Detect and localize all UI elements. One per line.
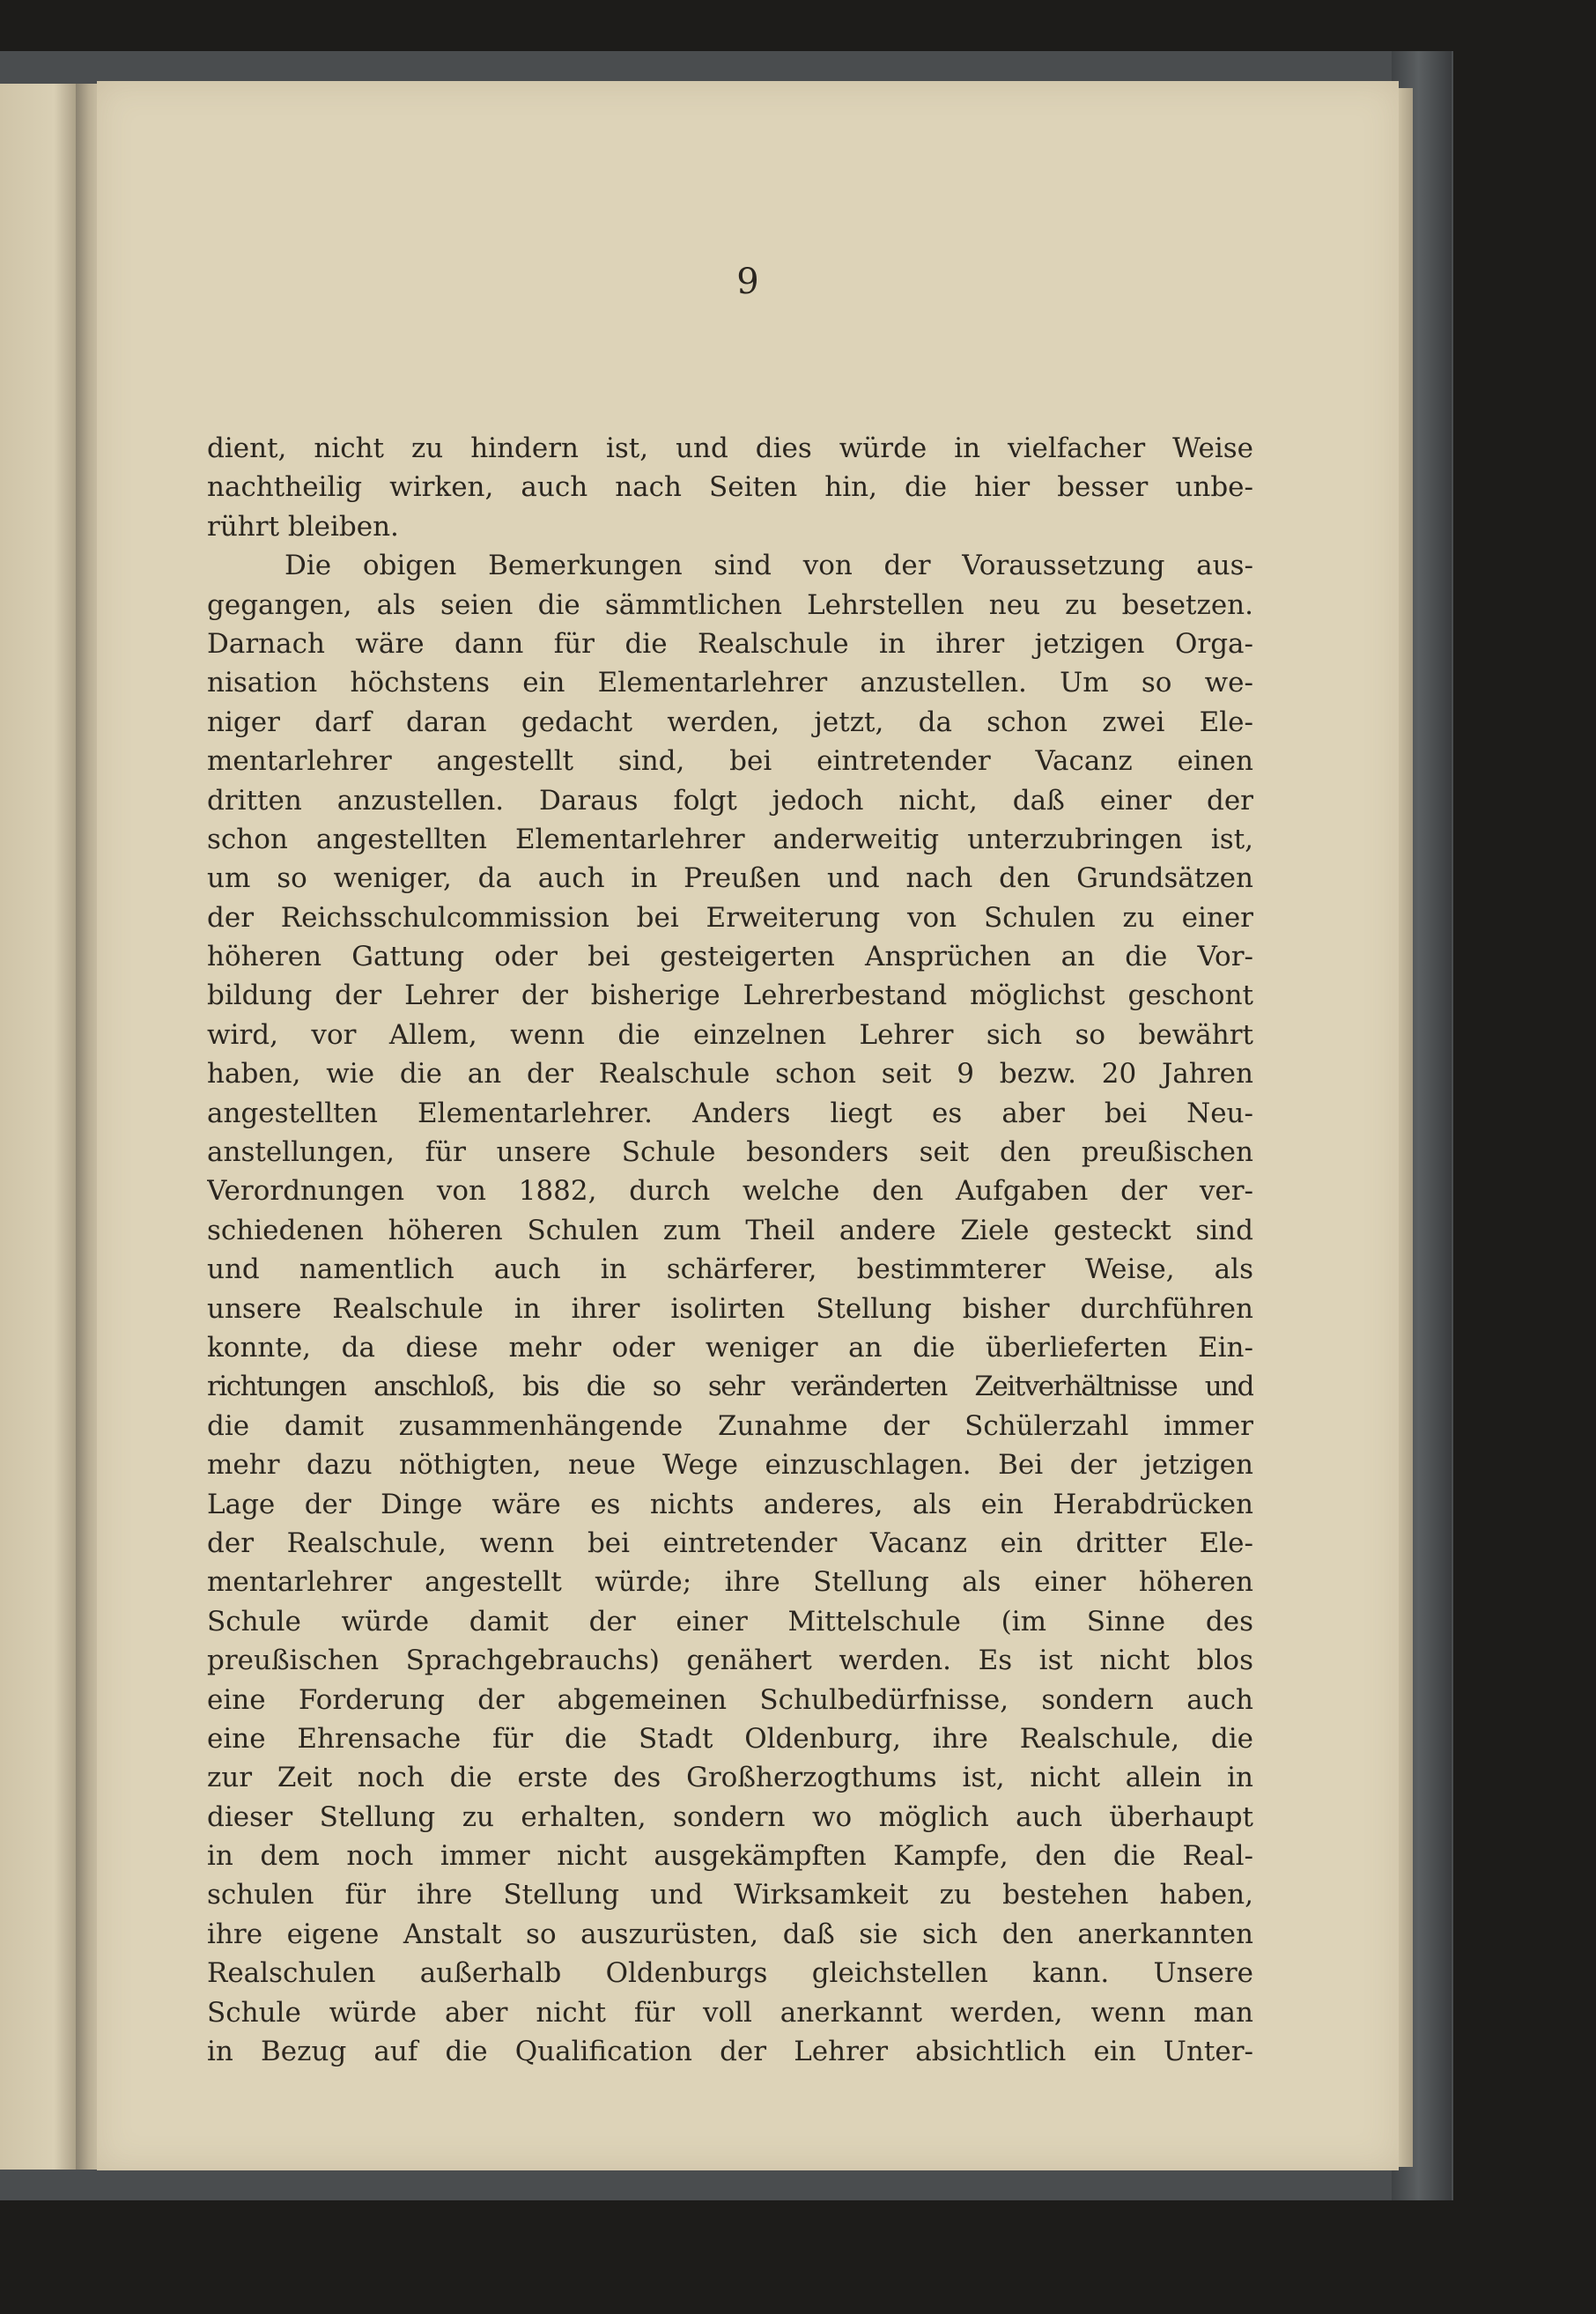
text-line: unsere Realschule in ihrer isolirten Stellung bisher durchführen	[207, 1292, 1253, 1325]
page-body-text	[207, 429, 1253, 2071]
text-line: und namentlich auch in schärferer, bestimmterer Weise, als	[207, 1253, 1253, 1286]
book-page	[97, 81, 1399, 2170]
text-line: haben, wie die an der Realschule schon seit 9 bezw. 20 Jahren	[207, 1058, 1253, 1090]
text-line: angestellten Elementarlehrer. Anders liegt es aber bei Neu-	[207, 1097, 1253, 1129]
text-line: mentarlehrer angestellt würde; ihre Stellung als einer höheren	[207, 1566, 1253, 1599]
text-line: schulen für ihre Stellung und Wirksamkeit zu bestehen haben,	[207, 1879, 1253, 1911]
text-line: dient, nicht zu hindern ist, und dies würde in vielfacher Weise	[207, 432, 1253, 464]
text-line: anstellungen, für unsere Schule besonders seit den preußischen	[207, 1136, 1253, 1169]
text-line: der Reichsschulcommission bei Erweiterung von Schulen zu einer	[207, 901, 1253, 934]
text-line: der Realschule, wenn bei eintretender Vacanz ein dritter Ele-	[207, 1527, 1253, 1559]
text-line: dieser Stellung zu erhalten, sondern wo möglich auch überhaupt	[207, 1800, 1253, 1833]
text-line: Darnach wäre dann für die Realschule in ihrer jetzigen Orga-	[207, 627, 1253, 660]
text-line: wird, vor Allem, wenn die einzelnen Lehrer sich so bewährt	[207, 1018, 1253, 1051]
text-line: zur Zeit noch die erste des Großherzogthums ist, nicht allein in	[207, 1762, 1253, 1794]
text-line: konnte, da diese mehr oder weniger an die überlieferten Ein-	[207, 1331, 1253, 1364]
page-number: 9	[736, 262, 759, 302]
text-line: Schule würde damit der einer Mittelschule (im Sinne des	[207, 1605, 1253, 1638]
text-line: preußischen Sprachgebrauchs) genähert werden. Es ist nicht blos	[207, 1645, 1253, 1677]
text-line: dritten anzustellen. Daraus folgt jedoch nicht, daß einer der	[207, 784, 1253, 817]
text-line: eine Forderung der abgemeinen Schulbedürfnisse, sondern auch	[207, 1683, 1253, 1716]
text-line: Die obigen Bemerkungen sind von der Voraussetzung aus-	[284, 550, 1253, 582]
text-line: Schule würde aber nicht für voll anerkannt werden, wenn man	[207, 1996, 1253, 2029]
text-line: bildung der Lehrer der bisherige Lehrerbestand möglichst geschont	[207, 980, 1253, 1012]
text-line: in dem noch immer nicht ausgekämpften Kampfe, den die Real-	[207, 1840, 1253, 1873]
text-line: ihre eigene Anstalt so auszurüsten, daß sie sich den anerkannten	[207, 1918, 1253, 1950]
text-line: mentarlehrer angestellt sind, bei eintretender Vacanz einen	[207, 745, 1253, 778]
text-line: mehr dazu nöthigten, neue Wege einzuschlagen. Bei der jetzigen	[207, 1449, 1253, 1482]
text-line: um so weniger, da auch in Preußen und nach den Grundsätzen	[207, 862, 1253, 895]
page-stack-edge	[1399, 88, 1413, 2167]
text-line: rührt bleiben.	[207, 510, 399, 543]
text-line: schiedenen höheren Schulen zum Theil andere Ziele gesteckt sind	[207, 1214, 1253, 1246]
text-line: in Bezug auf die Qualification der Lehrer absichtlich ein Unter-	[207, 2036, 1253, 2068]
text-line: Lage der Dinge wäre es nichts anderes, als ein Herabdrücken	[207, 1488, 1253, 1520]
text-line: Verordnungen von 1882, durch welche den Aufgaben der ver-	[207, 1175, 1253, 1208]
text-line: eine Ehrensache für die Stadt Oldenburg, ihre Realschule, die	[207, 1722, 1253, 1755]
text-line: gegangen, als seien die sämmtlichen Lehrstellen neu zu besetzen.	[207, 588, 1253, 621]
text-line: nachtheilig wirken, auch nach Seiten hin, die hier besser unbe-	[207, 471, 1253, 504]
text-line: schon angestellten Elementarlehrer anderweitig unterzubringen ist,	[207, 823, 1253, 855]
left-page-edge	[0, 84, 78, 2170]
text-line: nisation höchstens ein Elementarlehrer anzustellen. Um so we-	[207, 667, 1253, 699]
text-line: Realschulen außerhalb Oldenburgs gleichstellen kann. Unsere	[207, 1957, 1253, 1990]
text-line: niger darf daran gedacht werden, jetzt, da schon zwei Ele-	[207, 706, 1253, 738]
text-line: richtungen anschloß, bis die so sehr veränderten Zeitverhältnisse und	[207, 1371, 1253, 1403]
text-line: höheren Gattung oder bei gesteigerten Ansprüchen an die Vor-	[207, 941, 1253, 973]
text-line: die damit zusammenhängende Zunahme der Schülerzahl immer	[207, 1409, 1253, 1442]
